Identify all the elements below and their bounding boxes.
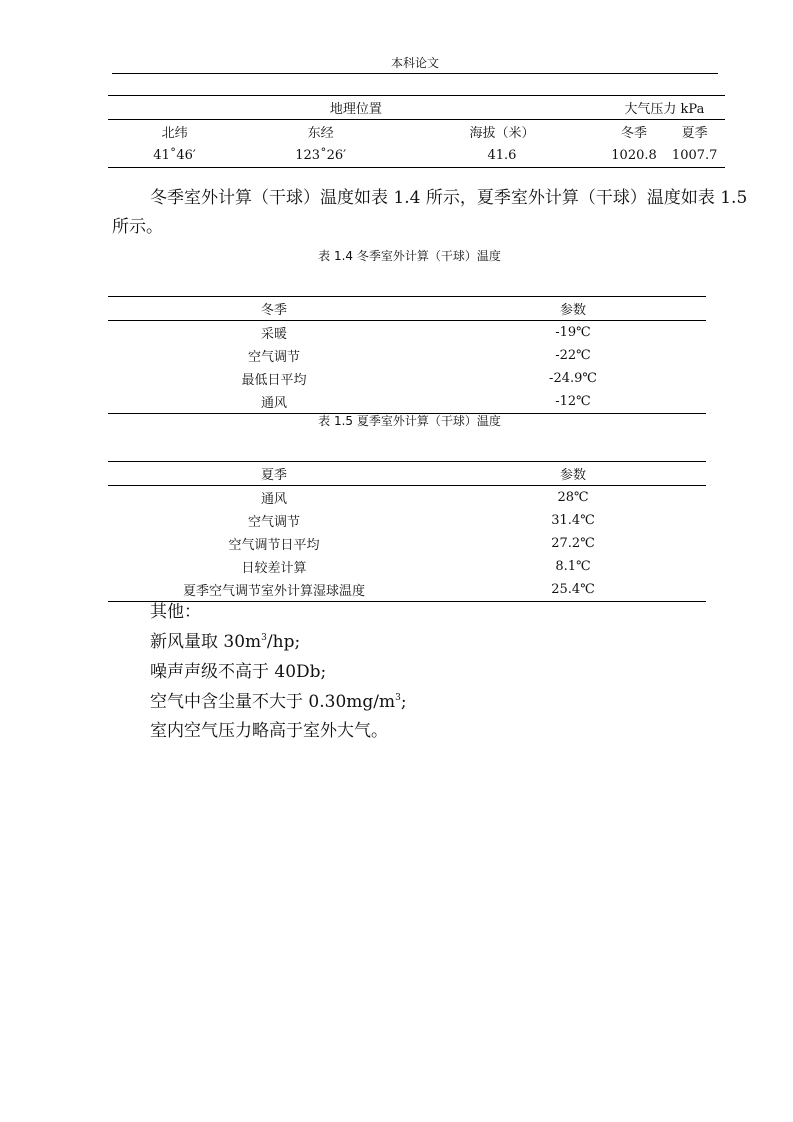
geo-pressure-table <box>108 95 725 168</box>
cell-item: 通风 <box>260 492 287 507</box>
col-header-longitude: 东经 <box>241 120 400 144</box>
cell-item: 最低日平均 <box>241 373 307 388</box>
group-header-pressure: 大气压力 kPa <box>604 96 725 120</box>
cell-item: 空气调节 <box>247 515 300 530</box>
cell-summer-pressure: 1007.7 <box>664 143 725 168</box>
cell-value: 25.4℃ <box>440 578 706 602</box>
col-header-season: 冬季 <box>108 297 440 321</box>
table-row <box>108 555 706 578</box>
group-header-location: 地理位置 <box>108 96 604 120</box>
cell-item: 空气调节 <box>247 350 300 365</box>
cell-item: 通风 <box>108 390 440 414</box>
table-header-row <box>108 297 706 321</box>
cell-item: 日较差计算 <box>241 561 307 576</box>
table-row <box>108 532 706 555</box>
cell-value: 8.1℃ <box>555 559 591 574</box>
col-header-season: 夏季 <box>108 462 440 486</box>
table-header-row <box>108 96 725 120</box>
cell-winter-pressure: 1020.8 <box>604 143 665 168</box>
table-row <box>108 143 725 168</box>
body-paragraph: 冬季室外计算（干球）温度如表 1.4 所示，夏季室外计算（干球）温度如表 1.5 所示。 <box>112 188 748 237</box>
col-header-winter: 冬季 <box>604 120 665 144</box>
fresh-air-text: 新风量取 30m <box>150 632 262 652</box>
dust-line <box>150 688 407 716</box>
cell-value: 28℃ <box>557 490 589 505</box>
page-header: 本科论文 <box>390 56 439 70</box>
dust-text: 空气中含尘量不大于 0.30mg/m <box>150 692 396 712</box>
dust-unit: ; <box>400 692 407 712</box>
col-header-altitude: 海拔（米） <box>400 120 604 144</box>
pressure-line: 室内空气压力略高于室外大气。 <box>150 721 388 741</box>
noise-line: 噪声声级不高于 40Db; <box>150 662 327 682</box>
cell-value: -24.9℃ <box>549 371 597 386</box>
col-header-parameter: 参数 <box>440 462 706 486</box>
cell-item: 空气调节日平均 <box>228 538 320 553</box>
cell-value: 31.4℃ <box>551 513 595 528</box>
cell-latitude: 41˚46′ <box>108 143 241 168</box>
col-header-latitude: 北纬 <box>108 120 241 144</box>
header-rule <box>112 73 718 74</box>
cell-longitude: 123˚26′ <box>241 143 400 168</box>
table-row <box>108 509 706 532</box>
cell-altitude: 41.6 <box>400 143 604 168</box>
superscript: 3 <box>395 693 401 703</box>
col-header-parameter: 参数 <box>440 297 706 321</box>
table-caption-winter: 表 1.4 冬季室外计算（干球）温度 <box>318 249 501 263</box>
table-caption-summer: 表 1.5 夏季室外计算（干球）温度 <box>318 414 501 428</box>
table-row <box>108 344 706 367</box>
table-header-row <box>108 462 706 486</box>
col-header-summer: 夏季 <box>664 120 725 144</box>
table-row <box>108 321 706 345</box>
winter-temperature-table <box>108 296 706 414</box>
cell-value: -19℃ <box>555 325 591 340</box>
other-heading: 其他： <box>150 602 201 622</box>
table-row <box>108 390 706 414</box>
fresh-air-line <box>150 628 300 656</box>
superscript: 3 <box>261 633 267 643</box>
table-row <box>108 486 706 510</box>
table-row <box>108 367 706 390</box>
table-header-row <box>108 120 725 144</box>
cell-item: 夏季空气调节室外计算湿球温度 <box>108 578 440 602</box>
summer-temperature-table <box>108 461 706 602</box>
cell-value: 27.2℃ <box>551 536 595 551</box>
cell-value: -22℃ <box>555 348 591 363</box>
cell-value: -12℃ <box>440 390 706 414</box>
cell-item: 采暖 <box>260 327 287 342</box>
fresh-air-unit: /hp; <box>266 632 301 652</box>
